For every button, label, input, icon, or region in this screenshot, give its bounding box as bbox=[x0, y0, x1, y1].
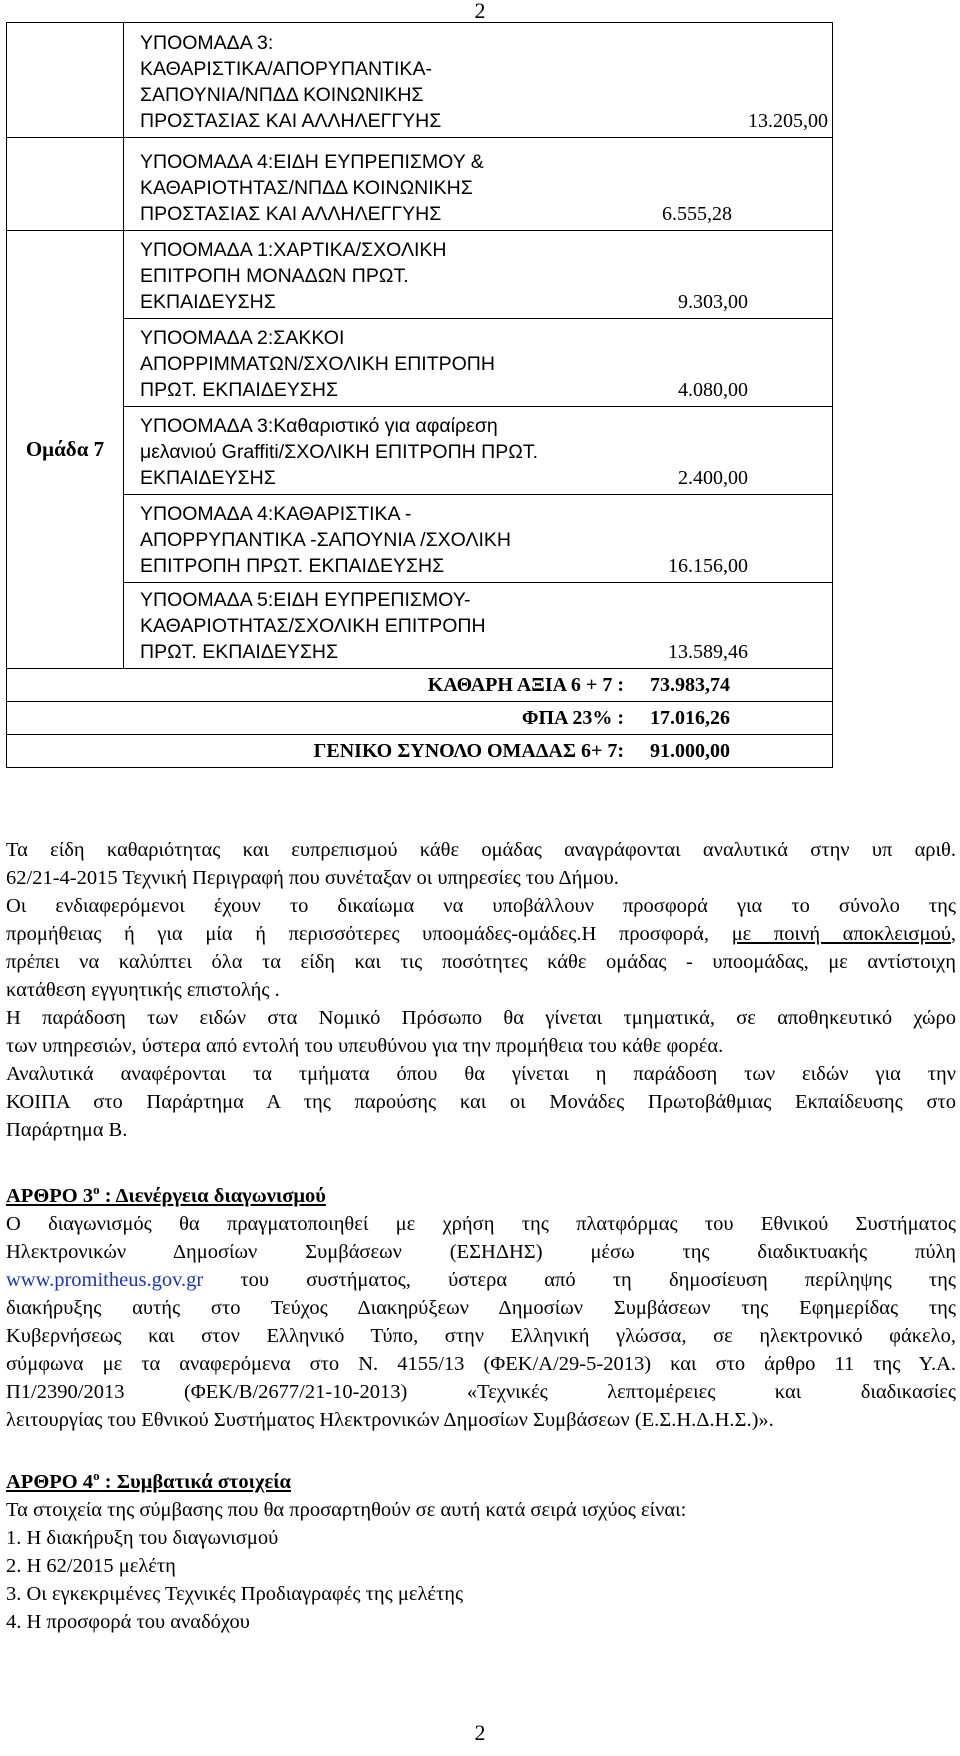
subgroup-description: ΥΠΟΟΜΑΔΑ 2:ΣΑΚΚΟΙ ΑΠΟΡΡΙΜΜΑΤΩΝ/ΣΧΟΛΙΚΗ ΕΠΙΤΡΟΠΗ ΠΡΩΤ. ΕΚΠΑΙΔΕΥΣΗΣ bbox=[140, 327, 495, 401]
table-row bbox=[7, 702, 833, 735]
subgroup-description: ΥΠΟΟΜΑΔΑ 3: ΚΑΘΑΡΙΣΤΙΚΑ/ΑΠΟΡΥΠΑΝΤΙΚΑ- ΣΑΠΟΥΝΙΑ/ΝΠΔΔ ΚΟΙΝΩΝΙΚΗΣ ΠΡΟΣΤΑΣΙΑΣ ΚΑΙ ΑΛΛΗΛΕΓΓΥΗΣ bbox=[140, 32, 442, 132]
subgroup-description: ΥΠΟΟΜΑΔΑ 1:ΧΑΡΤΙΚΑ/ΣΧΟΛΙΚΗ ΕΠΙΤΡΟΠΗ ΜΟΝΑΔΩΝ ΠΡΩΤ. ΕΚΠΑΙΔΕΥΣΗΣ bbox=[140, 239, 447, 313]
subgroup-amount: 13.589,46 bbox=[668, 641, 748, 663]
article-4-section: ΑΡΘΡΟ $4^o$ : Συμβατικά στοιχεία Τα στοιχεία της σύμβασης που θα προσαρτηθούν σε αυτή κατά σειρά ισχύος είναι: 1. Η διακήρυξη του διαγωνισμού 2. Η 62/2015 μελέτη 3. Οι εγκεκριμένες Τεχνικές Προδιαγραφές της μελέτης 4. Η προσφορά του αναδόχου bbox=[6, 1462, 956, 1636]
page-number-bottom: 2 bbox=[474, 1720, 486, 1745]
subgroup-description: ΥΠΟΟΜΑΔΑ 4:ΚΑΘΑΡΙΣΤΙΚΑ - ΑΠΟΡΡΥΠΑΝΤΙΚΑ -ΣΑΠΟΥΝΙΑ /ΣΧΟΛΙΚΗ ΕΠΙΤΡΟΠΗ ΠΡΩΤ. ΕΚΠΑΙΔΕΥΣΗΣ bbox=[140, 503, 511, 577]
subgroup-amount: 16.156,00 bbox=[668, 555, 748, 577]
subgroup-amount: 9.303,00 bbox=[678, 291, 748, 313]
table-row bbox=[7, 319, 833, 407]
list-item: 1. Η διακήρυξη του διαγωνισμού bbox=[6, 1526, 279, 1549]
page-number-top: 2 bbox=[474, 0, 486, 23]
subgroup-amount: 4.080,00 bbox=[678, 379, 748, 401]
table-row bbox=[7, 495, 833, 583]
article-3-section: ΑΡΘΡΟ $3^o$ : Διενέργεια διαγωνισμού Ο διαγωνισμός θα πραγματοποιηθεί με χρήση της πλατφόρμας του Εθνικού Συστήματος Ηλεκτρονικών Δημοσίων Συμβάσεων (ΕΣΗΔΗΣ) μέσω της διαδικτυακής πύλη www.promitheus.gov.gr του συστήματος, ύστερα από τη δημοσίευση περίληψης της διακήρυξης αυτής στο Τεύχος Διακηρύξεων Δημοσίων Συμβάσεων της Εφημερίδας της Κυβερνήσεως και στον Ελληνικό Τύπο, στην Ελληνική γλώσσα, σε ηλεκτρονικό φάκελο, σύμφωνα με τα αναφερόμενα στο Ν. 4155/13 (ΦΕΚ/Α/29-5-2013) και στο άρθρο 11 της Υ.Α. Π1/2390/2013 (ΦΕΚ/Β/2677/21-10-2013) «Τεχνικές λεπτομέρειες και διαδικασίες λειτουργίας του Εθνικού Συστήματος Ηλεκτρονικών Δημοσίων Συμβάσεων (Ε.Σ.Η.Δ.Η.Σ.)». bbox=[6, 1176, 956, 1434]
subgroup-amount: 6.555,28 bbox=[662, 203, 732, 225]
list-item: 4. Η προσφορά του αναδόχου bbox=[6, 1610, 250, 1633]
paragraph-items-description: Τα είδη καθαριότητας και ευπρεπισμού κάθε ομάδας αναγράφονται αναλυτικά στην υπ αριθ. 62/21-4-2015 Τεχνική Περιγραφή που συνέταξαν οι υπηρεσίες του Δήμου. Οι ενδιαφερόμενοι έχουν το δικαίωμα να υποβάλλουν προσφορά για το σύνολο της προμήθειας ή για μία ή περισσότερες υποομάδες-ομάδες.Η προσφορά, με ποινή αποκλεισμού, πρέπει να καλύπτει όλα τα είδη και τις ποσότητες κάθε ομάδας - υποομάδας, με αντίστοιχη κατάθεση εγγυητικής επιστολής . Η παράδοση των ειδών στα Νομικό Πρόσωπο θα γίνεται τμηματικά, σε αποθηκευτικό χώρο των υπηρεσιών, ύστερα από εντολή του υπευθύνου για την προμήθεια του κάθε φορέα. Αναλυτικά αναφέρονται τα τμήματα όπου θα γίνεται η παράδοση των ειδών για την ΚΟΙΠΑ στο Παράρτημα Α της παρούσης και οι Μονάδες Πρωτοβάθμιας Εκπαίδευσης στο Παράρτημα Β. bbox=[6, 839, 956, 1141]
group-label: Ομάδα 7 bbox=[7, 231, 124, 669]
subgroup-description: ΥΠΟΟΜΑΔΑ 5:ΕΙΔΗ ΕΥΠΡΕΠΙΣΜΟΥ- ΚΑΘΑΡΙΟΤΗΤΑΣ/ΣΧΟΛΙΚΗ ΕΠΙΤΡΟΠΗ ΠΡΩΤ. ΕΚΠΑΙΔΕΥΣΗΣ bbox=[140, 589, 486, 663]
grand-total-value: 91.000,00 bbox=[650, 739, 730, 762]
table-row bbox=[7, 735, 833, 768]
subgroup-amount: 13.205,00 bbox=[748, 110, 828, 132]
table-row bbox=[7, 669, 833, 702]
article-3-heading: ΑΡΘΡΟ $3^o$ : Διενέργεια διαγωνισμού bbox=[6, 1182, 326, 1207]
table-row bbox=[7, 231, 833, 319]
table-row bbox=[7, 23, 833, 138]
subgroup-description: ΥΠΟΟΜΑΔΑ 4:ΕΙΔΗ ΕΥΠΡΕΠΙΣΜΟΥ & ΚΑΘΑΡΙΟΤΗΤΑΣ/ΝΠΔΔ ΚΟΙΝΩΝΙΚΗΣ ΠΡΟΣΤΑΣΙΑΣ ΚΑΙ ΑΛΛΗΛΕΓΓΥΗΣ bbox=[140, 151, 484, 225]
article-4-heading: ΑΡΘΡΟ $4^o$ : Συμβατικά στοιχεία bbox=[6, 1468, 292, 1493]
net-total-label: ΚΑΘΑΡΗ ΑΞΙΑ 6 + 7 : bbox=[427, 673, 624, 696]
grand-total-label: ΓΕΝΙΚΟ ΣΥΝΟΛΟ ΟΜΑΔΑΣ 6+ 7: bbox=[313, 739, 624, 762]
net-total-value: 73.983,74 bbox=[650, 673, 730, 696]
promitheus-link[interactable]: www.promitheus.gov.gr bbox=[6, 1268, 204, 1291]
table-row bbox=[7, 407, 833, 495]
table-row bbox=[7, 583, 833, 669]
group-items-table bbox=[6, 22, 833, 768]
list-item: 3. Οι εγκεκριμένες Τεχνικές Προδιαγραφές της μελέτης bbox=[6, 1582, 464, 1605]
subgroup-description: ΥΠΟΟΜΑΔΑ 3:Καθαριστικό για αφαίρεση μελανιού Graffiti/ΣΧΟΛΙΚΗ ΕΠΙΤΡΟΠΗ ΠΡΩΤ. ΕΚΠΑΙΔΕΥΣΗΣ bbox=[140, 415, 539, 489]
vat-value: 17.016,26 bbox=[650, 706, 730, 729]
vat-label: ΦΠΑ 23% : bbox=[521, 706, 624, 729]
exclusion-penalty-text: με ποινή αποκλεισμού bbox=[731, 923, 951, 945]
subgroup-amount: 2.400,00 bbox=[678, 467, 748, 489]
list-item: 2. Η 62/2015 μελέτη bbox=[6, 1554, 176, 1577]
table-row bbox=[7, 138, 833, 231]
